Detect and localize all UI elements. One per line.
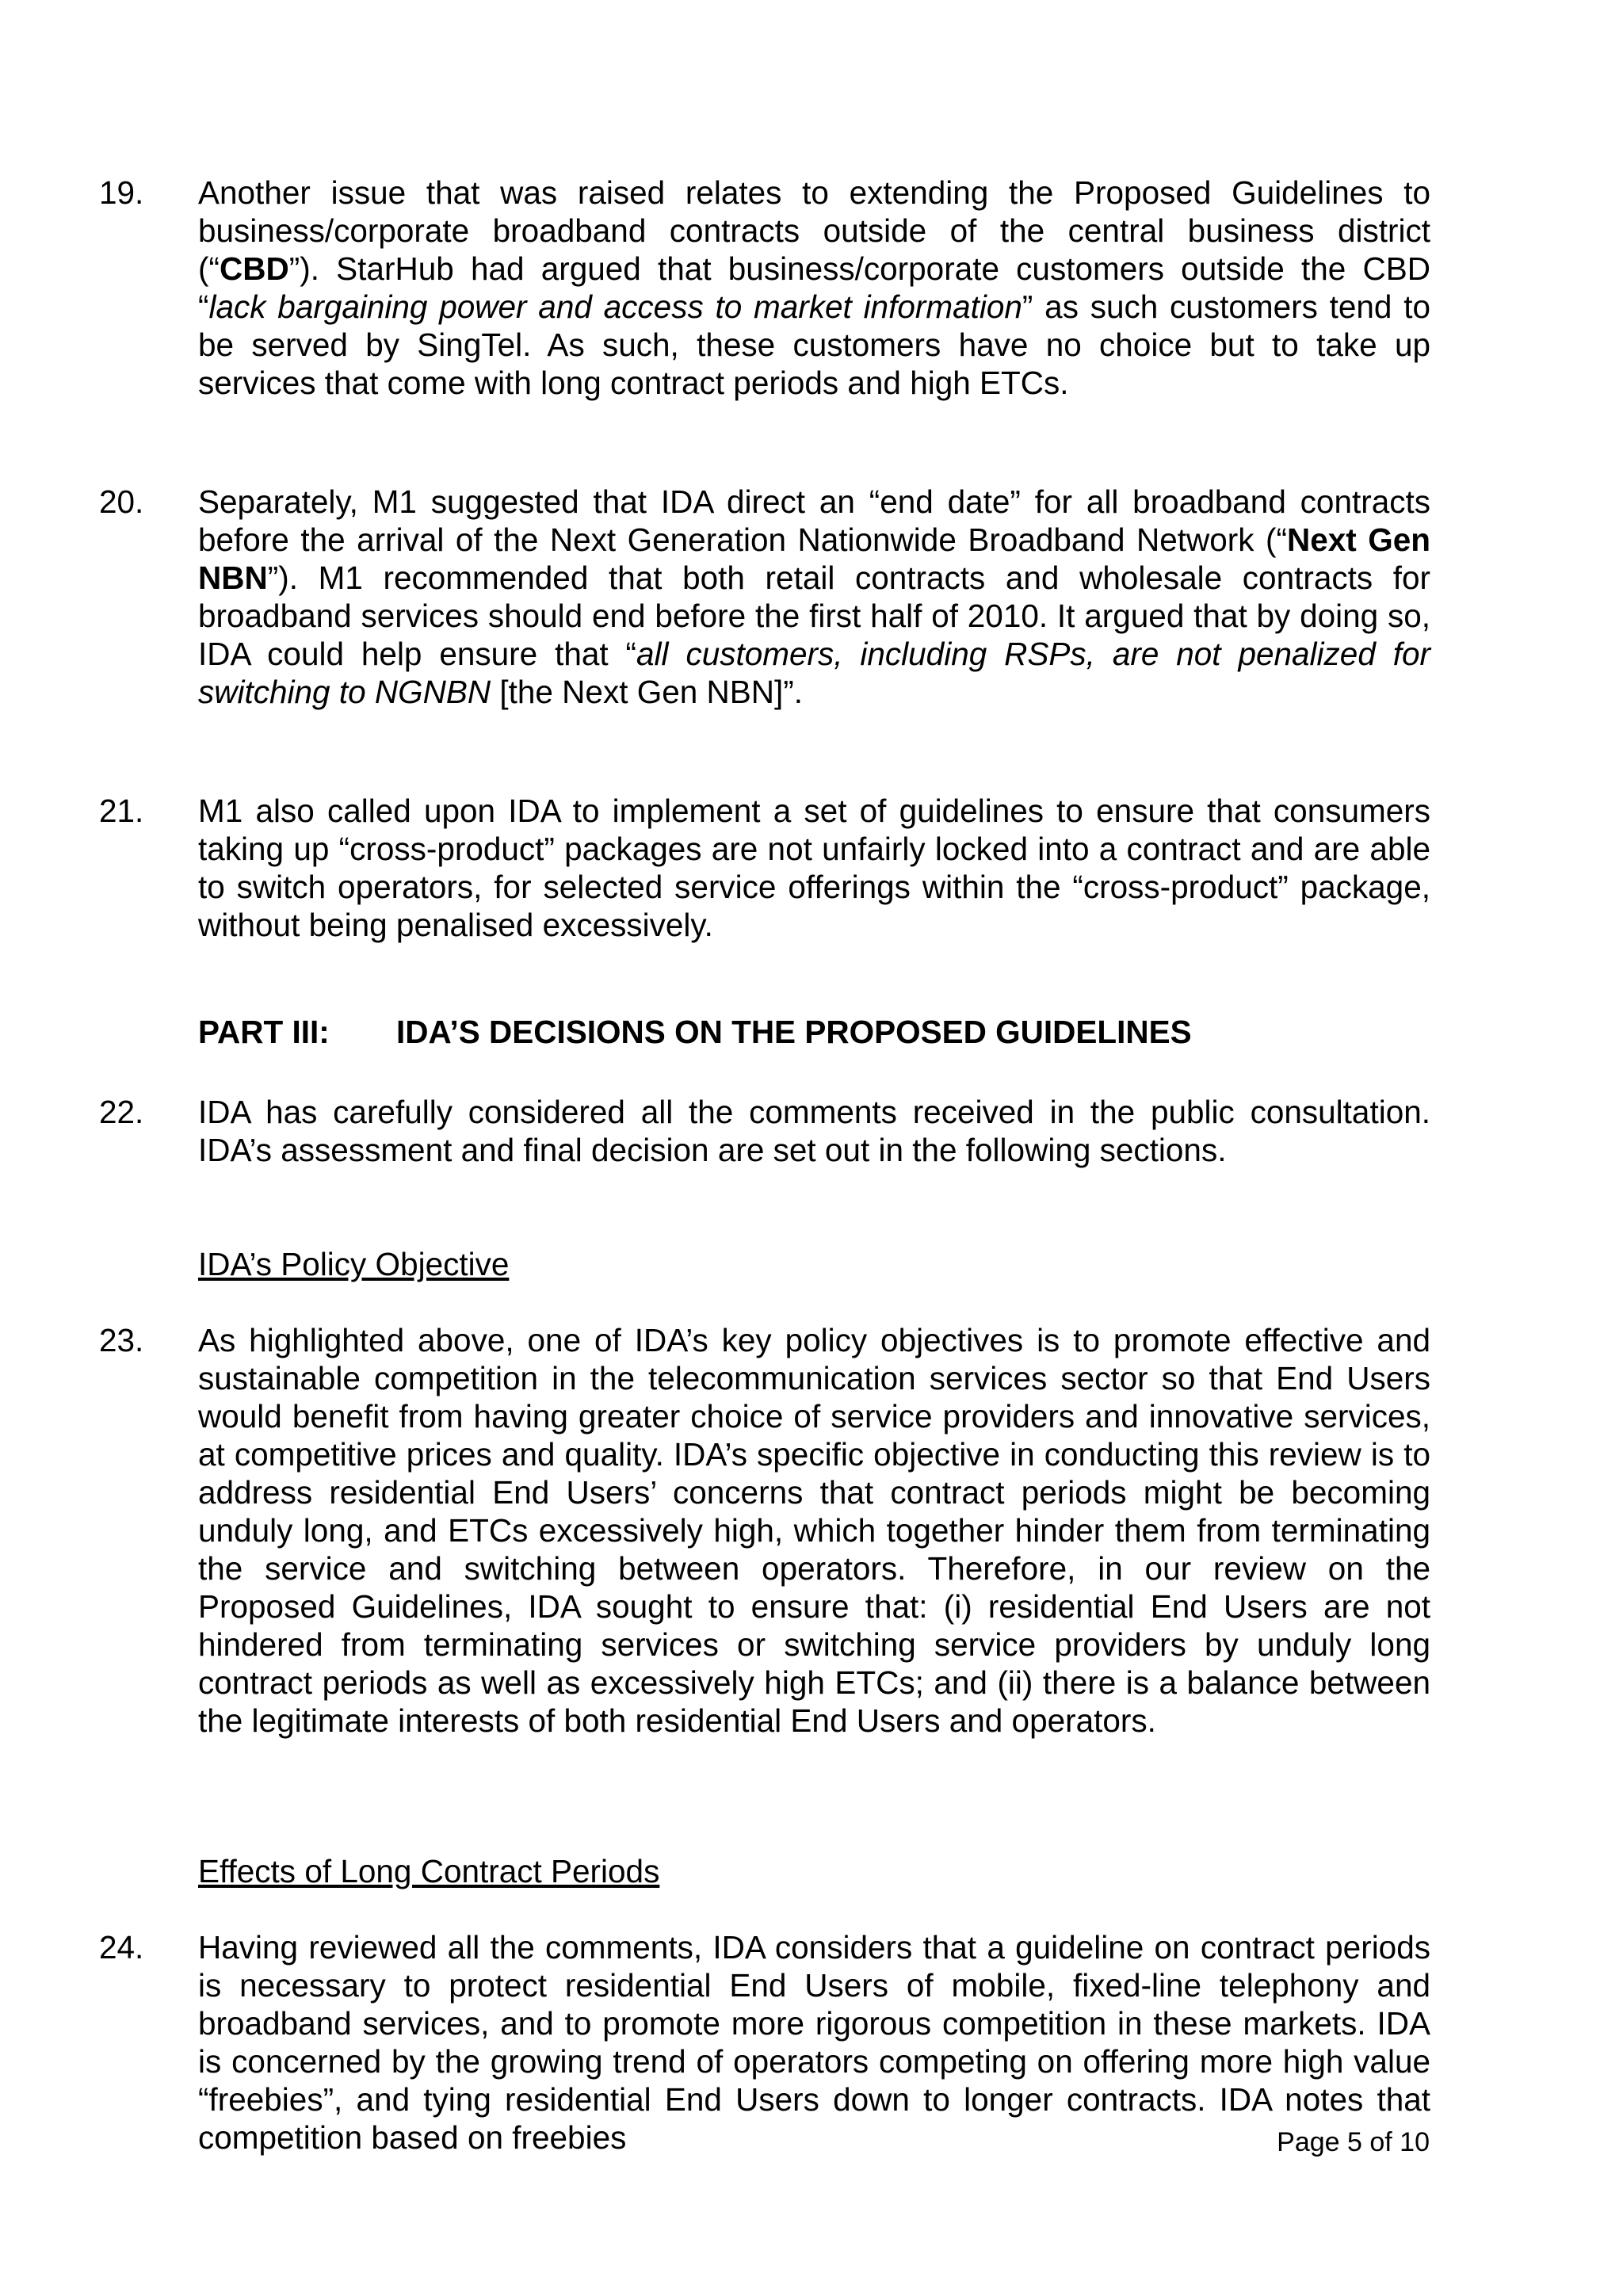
paragraph-number: 22. <box>99 1094 144 1130</box>
page-number: Page 5 of 10 <box>1277 2127 1430 2157</box>
text-segment: Separately, M1 suggested that IDA direct an “end date” for all broadband contracts before the arrival of the Next Generation Nationwide Broadband Network (“ <box>198 483 1430 558</box>
part-heading-title: IDA’S DECISIONS ON THE PROPOSED GUIDELINES <box>396 1014 1192 1050</box>
subheading-long-contracts: Effects of Long Contract Periods <box>198 1853 660 1889</box>
paragraph-22 <box>99 1093 1430 1169</box>
defined-term: Next Gen NBN <box>198 521 1430 596</box>
defined-term: CBD <box>219 250 289 287</box>
text-segment: [the Next Gen NBN]”. <box>491 674 803 710</box>
paragraph-body <box>198 1094 1430 1168</box>
quoted-text: lack bargaining power and access to market information <box>208 288 1022 325</box>
paragraph-body <box>198 1929 1430 2156</box>
quoted-text: all customers, including RSPs, are not penalized for switching to NGNBN <box>198 636 1430 710</box>
part-heading <box>198 1013 1192 1051</box>
text-segment: M1 also called upon IDA to implement a set of guidelines to ensure that consumers taking up “cross-product” packages are not unfairly locked into a contract and are able to switch operators, for selected service offerings within the “cross-product” package, without being penalised excessively. <box>198 793 1430 943</box>
paragraph-23 <box>99 1321 1430 1740</box>
paragraph-20 <box>99 483 1430 711</box>
paragraph-24 <box>99 1928 1430 2157</box>
paragraph-body <box>198 793 1430 943</box>
paragraph-body <box>198 483 1430 710</box>
paragraph-21 <box>99 792 1430 944</box>
text-segment: Another issue that was raised relates to extending the Proposed Guidelines to business/corporate broadband contracts outside of the central business district (“ <box>198 174 1430 287</box>
paragraph-number: 19. <box>99 174 144 211</box>
paragraph-number: 24. <box>99 1929 144 1966</box>
subheading-policy-objective: IDA’s Policy Objective <box>198 1246 510 1282</box>
text-segment: Having reviewed all the comments, IDA considers that a guideline on contract periods is necessary to protect residential End Users of mobile, fixed-line telephony and broadband services, and to promote more rigorous competition in these markets. IDA is concerned by the growing trend of operators competing on offering more high value “freebies”, and tying residential End Users down to longer contracts. IDA notes that competition based on freebies <box>198 1929 1430 2156</box>
paragraph-body <box>198 1322 1430 1739</box>
paragraph-body <box>198 174 1430 401</box>
paragraph-number: 23. <box>99 1322 144 1358</box>
paragraph-number: 21. <box>99 793 144 829</box>
text-segment: ”). M1 recommended that both retail contracts and wholesale contracts for broadband services should end before the first half of 2010. It argued that by doing so, IDA could help ensure that “ <box>198 560 1430 672</box>
text-segment: As highlighted above, one of IDA’s key policy objectives is to promote effective and sustainable competition in the telecommunication services sector so that End Users would benefit from having greater choice of service providers and innovative services, at competitive prices and quality. IDA’s specific objective in conducting this review is to address residential End Users’ concerns that contract periods might be becoming unduly long, and ETCs excessively high, which together hinder them from terminating the service and switching between operators. Therefore, in our review on the Proposed Guidelines, IDA sought to ensure that: (i) residential End Users are not hindered from terminating services or switching service providers by unduly long contract periods as well as excessively high ETCs; and (ii) there is a balance between the legitimate interests of both residential End Users and operators. <box>198 1322 1430 1739</box>
text-segment: IDA has carefully considered all the comments received in the public consultation. IDA’s assessment and final decision are set out in the following sections. <box>198 1094 1430 1168</box>
text-segment: ”). StarHub had argued that business/corporate customers outside the CBD “ <box>198 250 1430 325</box>
paragraph-number: 20. <box>99 483 144 520</box>
paragraph-19 <box>99 174 1430 402</box>
part-heading-label: PART III: <box>198 1014 330 1050</box>
text-segment: ” as such customers tend to be served by SingTel. As such, these customers have no choice but to take up services that come with long contract periods and high ETCs. <box>198 288 1430 401</box>
